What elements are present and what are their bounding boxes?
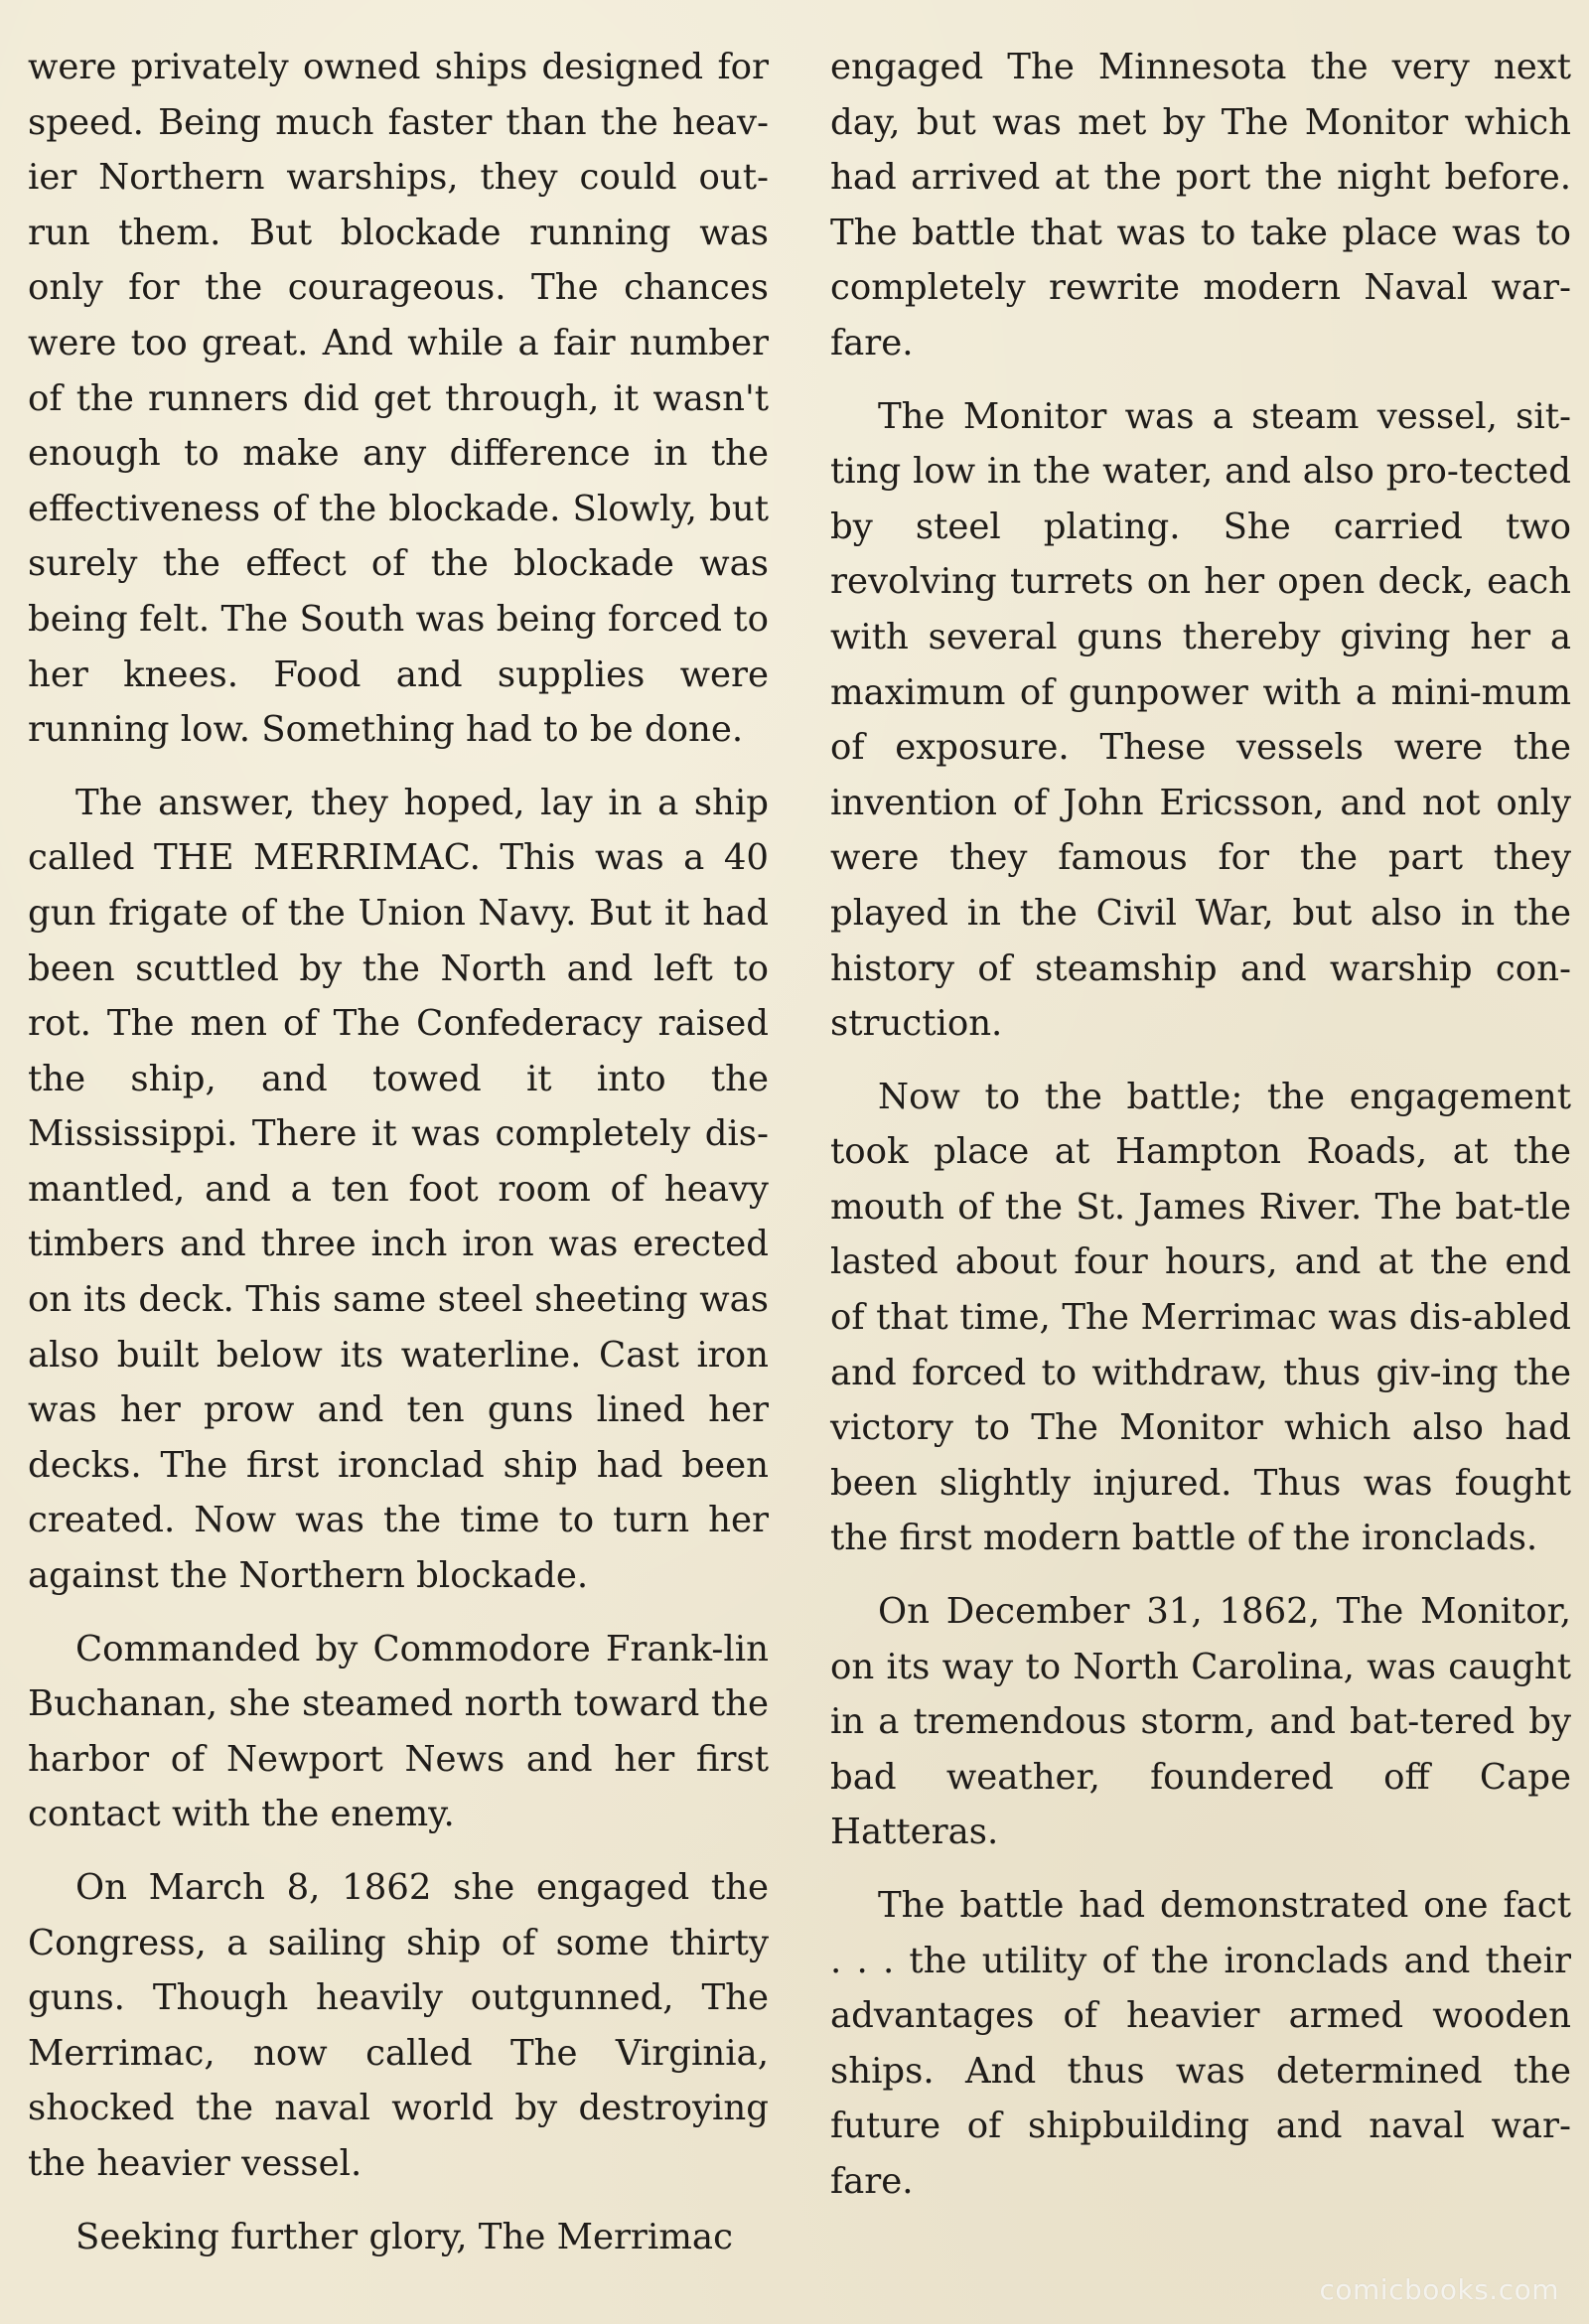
paragraph: Now to the battle; the engagement took place at Hampton Roads, at the mouth of the St. James River. The bat-tle lasted about four hours, and at the end of that time, The Merrimac was dis-abled and forced to withdraw, thus giv-ing the victory to The Monitor which also had been slightly injured. Thus was fought the first modern battle of the ironclads. bbox=[830, 1076, 1571, 1559]
watermark: comicbooks.com bbox=[1319, 2273, 1559, 2306]
paragraph: were privately owned ships designed for speed. Being much faster than the heav-ier Northern warships, they could out-run them. But blockade running was only for the courageous. The chances were too great. And while a fair number of the runners did get through, it wasn't enough to make any difference in the effectiveness of the blockade. Slowly, but surely the effect of the blockade was being felt. The South was being forced to her knees. Food and supplies were running low. Something had to be done. bbox=[28, 47, 769, 751]
paragraph: engaged The Minnesota the very next day, but was met by The Monitor which had arrived at the port the night before. The battle that was to take place was to completely rewrite modern Naval war-fare. bbox=[830, 47, 1571, 363]
right-column bbox=[830, 40, 1571, 2228]
paragraph: The Monitor was a steam vessel, sit-ting low in the water, and also pro-tected by steel plating. She carried two revolving turrets on her open deck, each with several guns thereby giving her a maximum of gunpower with a mini-mum of exposure. These vessels were the invention of John Ericsson, and not only were they famous for the part they played in the Civil War, but also in the history of steamship and warship con-struction. bbox=[830, 395, 1571, 1045]
paragraph: On March 8, 1862 she engaged the Congress, a sailing ship of some thirty guns. Though heavily outgunned, The Merrimac, now called The Virginia, shocked the naval world by destroying the heavier vessel. bbox=[28, 1867, 769, 2184]
paragraph: The answer, they hoped, lay in a ship called THE MERRIMAC. This was a 40 gun frigate of the Union Navy. But it had been scuttled by the North and left to rot. The men of The Confederacy raised the ship, and towed it into the Mississippi. There it was completely dis-mantled, and a ten foot room of heavy timbers and three inch iron was erected on its deck. This same steel sheeting was also built below its waterline. Cast iron was her prow and ten guns lined her decks. The first ironclad ship had been created. Now was the time to turn her against the Northern blockade. bbox=[28, 782, 769, 1597]
paragraph: The battle had demonstrated one fact . . . the utility of the ironclads and their advantages of heavier armed wooden ships. And thus was determined the future of shipbuilding and naval war-fare. bbox=[830, 1885, 1571, 2202]
paragraph: On December 31, 1862, The Monitor, on its way to North Carolina, was caught in a tremendous storm, and bat-tered by bad weather, foundered off Cape Hatteras. bbox=[830, 1591, 1571, 1853]
paragraph: Commanded by Commodore Frank-lin Buchanan, she steamed north toward the harbor of Newport News and her first contact with the enemy. bbox=[28, 1628, 769, 1835]
paragraph: Seeking further glory, The Merrimac bbox=[75, 2216, 733, 2257]
left-column bbox=[28, 40, 769, 2282]
